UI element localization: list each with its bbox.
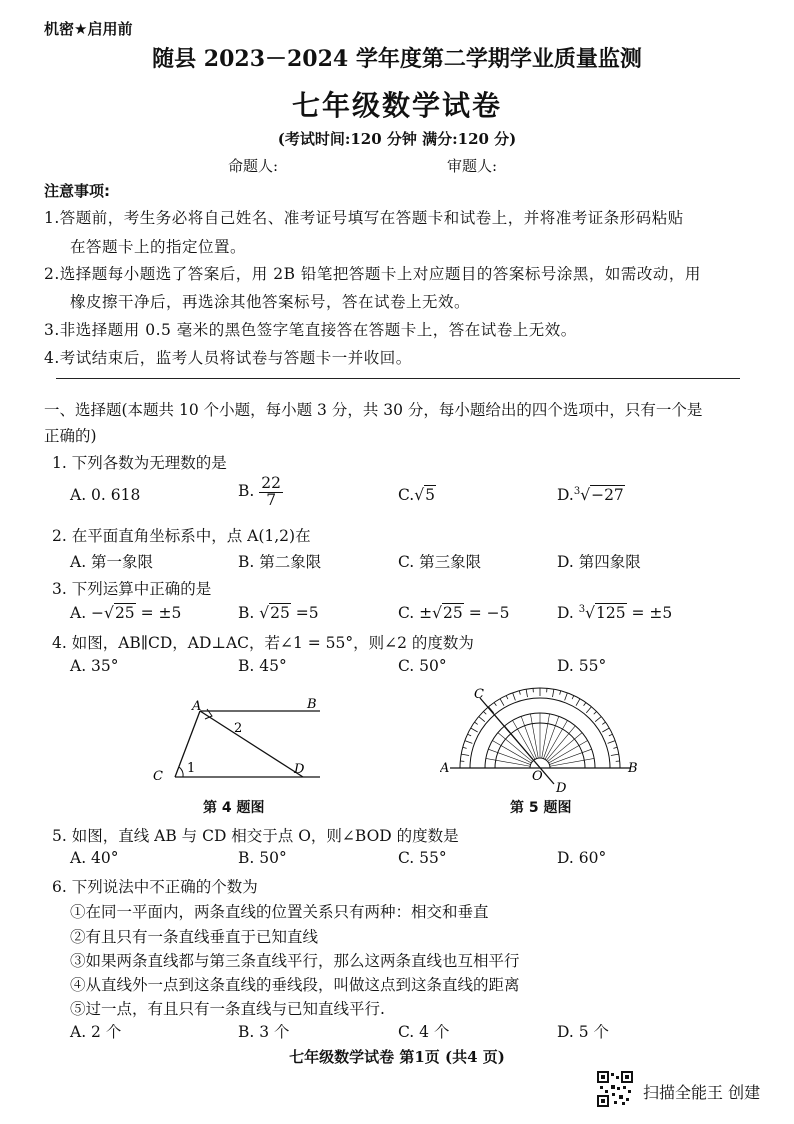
protractor-ray (488, 749, 530, 764)
protractor (460, 688, 620, 768)
exam-title-line2: 七年级数学试卷 (291, 89, 502, 122)
option-b: B. 3 个 (238, 1023, 290, 1041)
statement-item: ①在同一平面内，两条直线的位置关系只有两种：相交和垂直 (70, 903, 489, 921)
protractor-ray (543, 716, 558, 758)
protractor-ray (498, 733, 532, 762)
exam-title-line1: 随县 2023－2024 学年度第二学期学业质量监测 (152, 46, 642, 72)
statement-item: ⑤过一点，有且只有一条直线与已知直线平行. (70, 1000, 385, 1018)
protractor-tick (506, 695, 508, 699)
option-d: D. 55° (557, 657, 607, 675)
protractor-tick (461, 754, 469, 755)
protractor-tick (586, 707, 591, 713)
option-c: C. ±√25 = −5 (398, 604, 510, 622)
angle-2-label: 2 (234, 721, 243, 736)
option-a: A. 35° (70, 657, 119, 675)
question-stem: 4. 如图，AB∥CD，AD⊥AC，若∠1 = 55°，则∠2 的度数为 (52, 634, 474, 652)
protractor-tick (494, 702, 496, 705)
qr-code-icon (597, 1071, 633, 1107)
protractor-tick (613, 747, 617, 748)
protractor-tick (500, 699, 504, 706)
protractor-tick (608, 741, 616, 744)
confidential-label: 机密★启用前 (44, 20, 133, 38)
figure-4-caption: 第 4 题图 (203, 800, 265, 816)
notice-line: 3.非选择题用 0.5 毫米的黑色签字笔直接答在答题卡上，答在试卷上无效。 (44, 321, 577, 339)
sqrt-icon: √ (414, 486, 425, 504)
protractor-ray (486, 758, 530, 766)
notice-title: 注意事项: (44, 182, 110, 200)
question-stem: 1. 下列各数为无理数的是 (52, 454, 227, 472)
option-a: A. 0. 618 (70, 486, 141, 504)
protractor-tick (602, 728, 609, 732)
option-c: C. 4 个 (398, 1023, 450, 1041)
option-b: B. 45° (238, 657, 287, 675)
point-b-label: B (628, 761, 638, 776)
protractor-tick (479, 717, 485, 722)
protractor-tick (526, 689, 527, 697)
point-a-label: A (192, 699, 202, 714)
statement-item: ②有且只有一条直线垂直于已知直线 (70, 928, 319, 946)
protractor-ray (548, 733, 582, 762)
sqrt-icon: √ (104, 604, 114, 622)
protractor-ray (546, 726, 575, 760)
reviewer-label: 审题人: (447, 157, 498, 175)
point-b-label: B (307, 697, 317, 712)
point-o-label: O (532, 769, 543, 784)
protractor-tick (465, 741, 473, 744)
sqrt-icon: √ (580, 486, 591, 505)
option-c: C. 50° (398, 657, 447, 675)
protractor-tick (611, 754, 619, 755)
option-a: A. 2 个 (70, 1023, 122, 1041)
protractor-tick (474, 722, 477, 724)
point-c-label: C (474, 687, 484, 702)
protractor-tick (594, 711, 597, 714)
option-d: D. 60° (557, 849, 607, 867)
protractor-ray (521, 716, 536, 758)
option-d: D. 第四象限 (557, 553, 641, 571)
protractor-tick (595, 717, 601, 722)
option-b: B. 第二象限 (238, 553, 322, 571)
protractor-tick (560, 691, 561, 695)
question-stem: 6. 下列说法中不正确的个数为 (52, 878, 258, 896)
exam-info: (考试时间:120 分钟 满分:120 分) (277, 130, 517, 148)
notice-line: 1.答题前，考生务必将自己姓名、准考证号填写在答题卡和试卷上，并将准考证条形码粘贴 (44, 209, 684, 227)
notice-line: 在答题卡上的指定位置。 (70, 238, 247, 256)
protractor-tick (513, 693, 516, 701)
statement-item: ④从直线外一点到这条直线的垂线段，叫做这点到这条直线的距离 (70, 976, 520, 994)
option-a: A. 第一象限 (70, 553, 154, 571)
sqrt-icon: √ (585, 604, 595, 623)
question-stem: 2. 在平面直角坐标系中，点 A(1,2)在 (52, 527, 311, 545)
notice-line: 4.考试结束后，监考人员将试卷与答题卡一并收回。 (44, 349, 412, 367)
proposer-label: 命题人: (228, 157, 279, 175)
sqrt-icon: √ (259, 604, 270, 622)
section-heading-cont: 正确的) (44, 427, 97, 445)
option-b: B. 50° (238, 849, 287, 867)
protractor-ray (530, 714, 538, 758)
option-c: C. 第三象限 (398, 553, 482, 571)
protractor-ray (550, 758, 594, 766)
divider (56, 378, 740, 379)
point-d-label: D (294, 762, 305, 777)
protractor-tick (519, 691, 520, 695)
protractor-tick (471, 728, 478, 732)
protractor-tick (609, 734, 613, 736)
protractor-tick (572, 695, 574, 699)
option-c: C.√5 (398, 486, 435, 504)
point-a-label: A (440, 761, 450, 776)
angle-1-label: 1 (187, 761, 196, 776)
scanner-watermark: 扫描全能王 创建 (643, 1083, 761, 1102)
notice-line: 2.选择题每小题选了答案后，用 2B 铅笔把答题卡上对应题目的答案标号涂黑，如需改动，用 (44, 265, 701, 283)
figure-4-diagram (145, 692, 345, 792)
question-stem: 3. 下列运算中正确的是 (52, 580, 212, 598)
option-b: B. $\frac{22}{7}$ (238, 474, 281, 509)
fraction: $\frac{22}{7}$ (261, 474, 281, 509)
option-c: C. 55° (398, 849, 447, 867)
point-c-label: C (153, 769, 163, 784)
option-d: D.$^3$√−27 (557, 486, 624, 505)
protractor-tick (602, 722, 605, 724)
protractor-tick (576, 699, 580, 706)
option-a: A. −√25 = ±5 (70, 604, 182, 622)
section-heading: 一、选择题(本题共 10 个小题，每小题 3 分，共 30 分，每小题给出的四个选项中，只有一个是 (44, 401, 703, 419)
protractor-tick (483, 711, 486, 714)
protractor-ray (542, 714, 550, 758)
protractor-tick (553, 689, 554, 697)
protractor-tick (565, 693, 568, 701)
question-stem: 5. 如图，直线 AB 与 CD 相交于点 O，则∠BOD 的度数是 (52, 827, 459, 845)
protractor-tick (584, 702, 586, 705)
option-d: D. $^3$√125 = ±5 (557, 604, 673, 623)
sqrt-icon: √ (432, 604, 443, 622)
protractor-tick (467, 734, 471, 736)
statement-item: ③如果两条直线都与第三条直线平行，那么这两条直线也互相平行 (70, 952, 520, 970)
figure-5-caption: 第 5 题图 (510, 800, 572, 816)
page-footer: 七年级数学试卷 第1页 (共4 页) (289, 1048, 505, 1066)
figure-5-diagram (440, 680, 650, 795)
option-d: D. 5 个 (557, 1023, 610, 1041)
option-b: B. √25 =5 (238, 604, 319, 622)
option-a: A. 40° (70, 849, 119, 867)
protractor-tick (463, 747, 467, 748)
notice-line: 橡皮擦干净后，再选涂其他答案标号，答在试卷上无效。 (70, 293, 471, 311)
point-d-label: D (556, 781, 567, 795)
protractor-ray (549, 749, 591, 764)
